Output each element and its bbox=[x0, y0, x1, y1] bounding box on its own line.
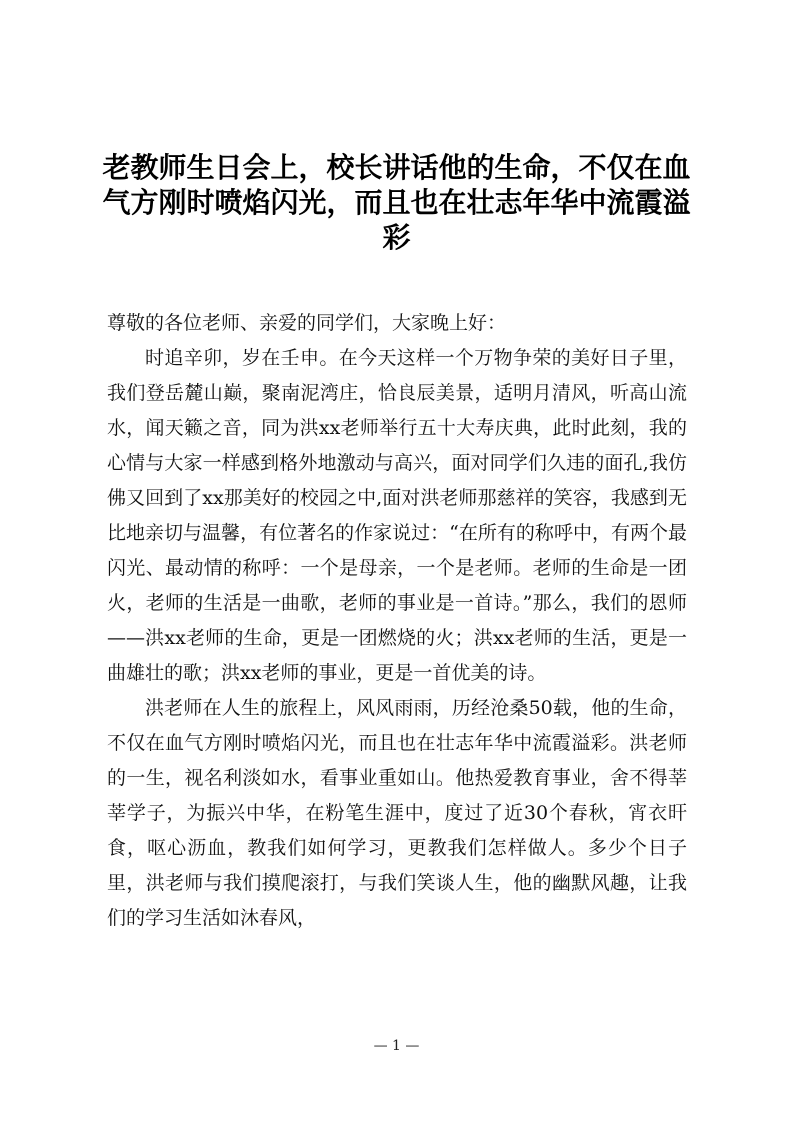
page-number: — 1 — bbox=[373, 1038, 420, 1054]
paragraph-1: 时追辛卯，岁在壬申。在今天这样一个万物争荣的美好日子里，我们登岳麓山巅，聚南泥湾庄，恰良辰美景，适明月清风，听高山流水，闻天籁之音，同为洪xx老师举行五十大寿庆典，此时此刻，我的心情与大家一样感到格外地激动与高兴，面对同学们久违的面孔,我仿佛又回到了xx那美好的校园之中,面对洪老师那慈祥的笑容，我感到无比地亲切与温馨，有位著名的作家说过：“在所有的称呼中，有两个最闪光、最动情的称呼：一个是母亲，一个是老师。老师的生命是一团火，老师的生活是一曲歌，老师的事业是一首诗。”那么，我们的恩师——洪xx老师的生命，更是一团燃烧的火；洪xx老师的生活，更是一曲雄壮的歌；洪xx老师的事业，更是一首优美的诗。 bbox=[107, 347, 687, 684]
document-title: 老教师生日会上，校长讲话他的生命，不仅在血气方刚时喷焰闪光，而且也在壮志年华中流霞溢彩 bbox=[102, 151, 691, 254]
salutation: 尊敬的各位老师、亲爱的同学们，大家晚上好： bbox=[107, 312, 507, 334]
paragraph-2: 洪老师在人生的旅程上，风风雨雨，历经沧桑50载，他的生命，不仅在血气方刚时喷焰闪光，而且也在壮志年华中流霞溢彩。洪老师的一生，视名利淡如水，看事业重如山。他热爱教育事业，舍不得莘莘学子，为振兴中华，在粉笔生涯中，度过了近30个春秋，宵衣旰食，呕心沥血，教我们如何学习，更教我们怎样做人。多少个日子里，洪老师与我们摸爬滚打，与我们笑谈人生，他的幽默风趣，让我们的学习生活如沐春风， bbox=[107, 697, 687, 929]
document-body bbox=[107, 306, 687, 936]
